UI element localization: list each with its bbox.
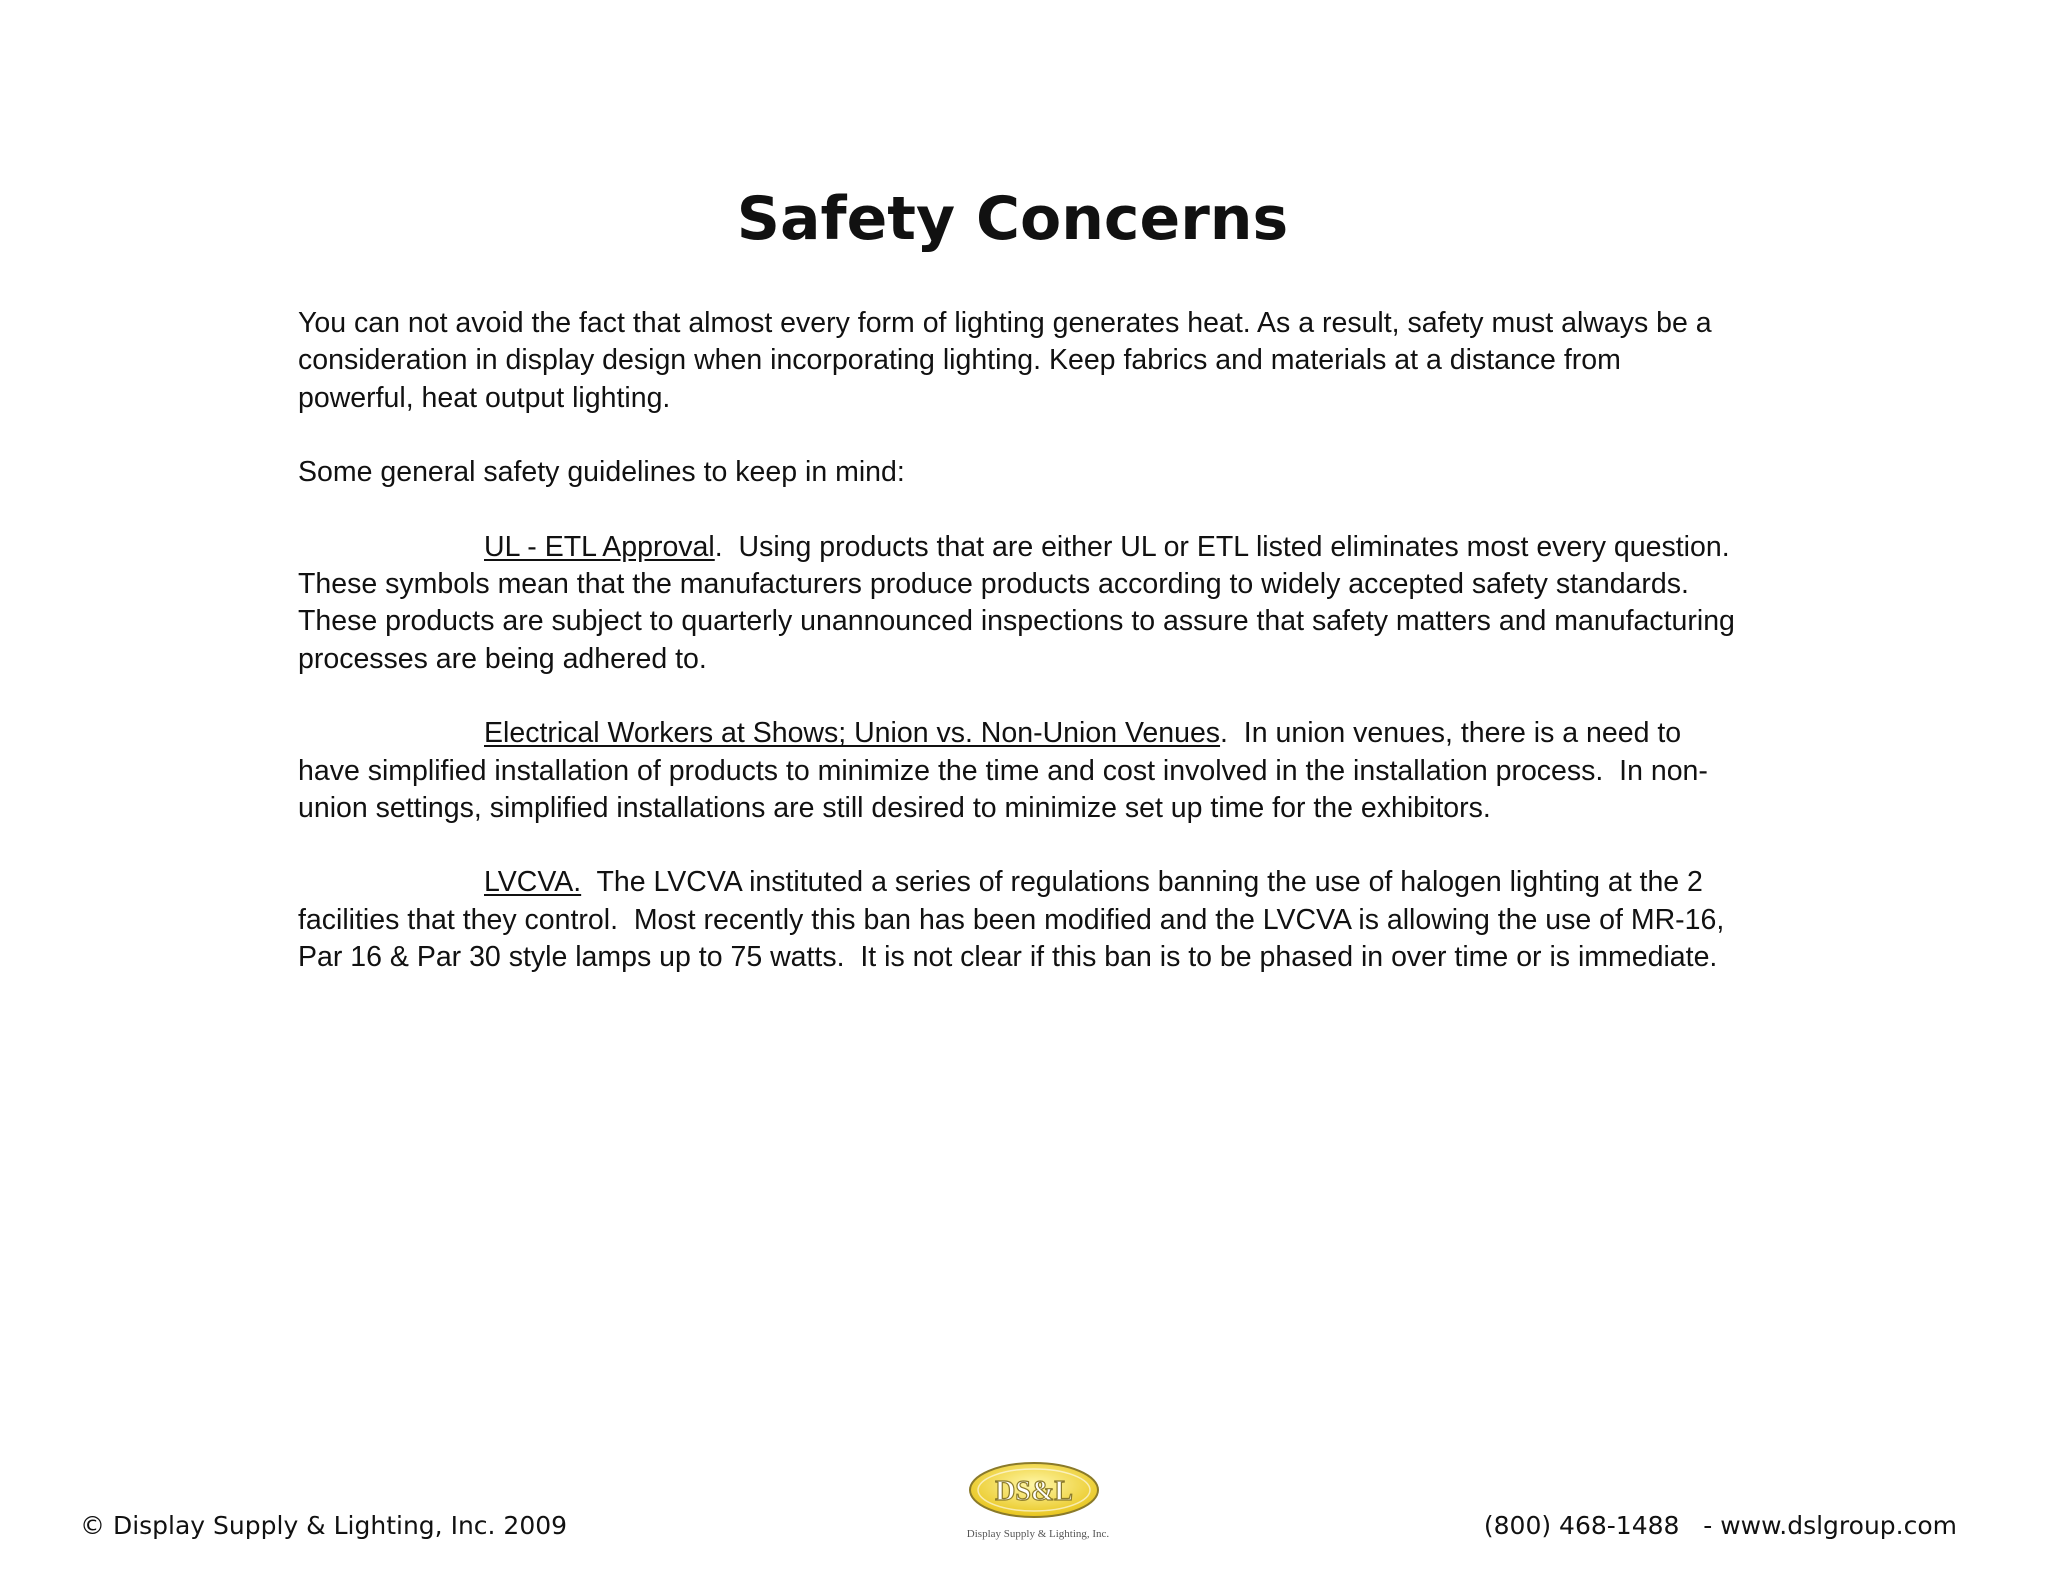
page-title: Safety Concerns <box>736 184 1289 254</box>
guidelines-intro: Some general safety guidelines to keep in mind: <box>298 456 905 489</box>
logo-tagline: Display Supply & Lighting, Inc. <box>966 1528 1110 1540</box>
guideline-heading: UL - ETL Approval <box>484 530 715 563</box>
guideline-separator: . <box>714 530 723 563</box>
guideline-electrical-workers <box>298 715 1738 827</box>
guideline-heading: Electrical Workers at Shows; Union vs. Non-Union Venues <box>484 717 1221 750</box>
footer-contact: (800) 468-1488 - www.dslgroup.com <box>1483 1511 1957 1540</box>
guideline-text: Using products that are either UL or ETL listed eliminates most every question. These symbols mean that the manufacturers produce products according to widely accepted safety standards. These products are subject to quarterly unannounced inspections to assure that safety matters and manufacturing processes are being adhered to. <box>298 530 1745 675</box>
logo-mark: DS&L <box>995 1476 1073 1507</box>
document-body <box>298 305 1745 1014</box>
guideline-text: The LVCVA instituted a series of regulations banning the use of halogen lighting at the 2 facilities that they control. Most recently this ban has been modified and the LVCVA is allowing the use of MR-16, Par 16 & Par 30 style lamps up to 75 watts. It is not clear if this ban is to be phased in over time or is immediate. <box>298 866 1733 974</box>
guideline-separator: . <box>1220 717 1228 750</box>
company-logo <box>938 1460 1138 1550</box>
intro-paragraph: You can not avoid the fact that almost every form of lighting generates heat. As a result, safety must always be a consideration in display design when incorporating lighting. Keep fabrics and materials at a distance from powerful, heat output lighting. <box>298 307 1712 414</box>
guideline-ul-etl <box>298 529 1745 678</box>
footer-copyright: © Display Supply & Lighting, Inc. 2009 <box>80 1511 568 1540</box>
logo-badge-icon <box>966 1460 1102 1520</box>
guideline-heading: LVCVA. <box>484 866 582 899</box>
guideline-lvcva <box>298 864 1738 976</box>
guideline-text: In union venues, there is a need to have simplified installation of products to minimize the time and cost involved in the installation process. In non-union settings, simplified installations are still desired to minimize set up time for the exhibitors. <box>298 717 1708 824</box>
